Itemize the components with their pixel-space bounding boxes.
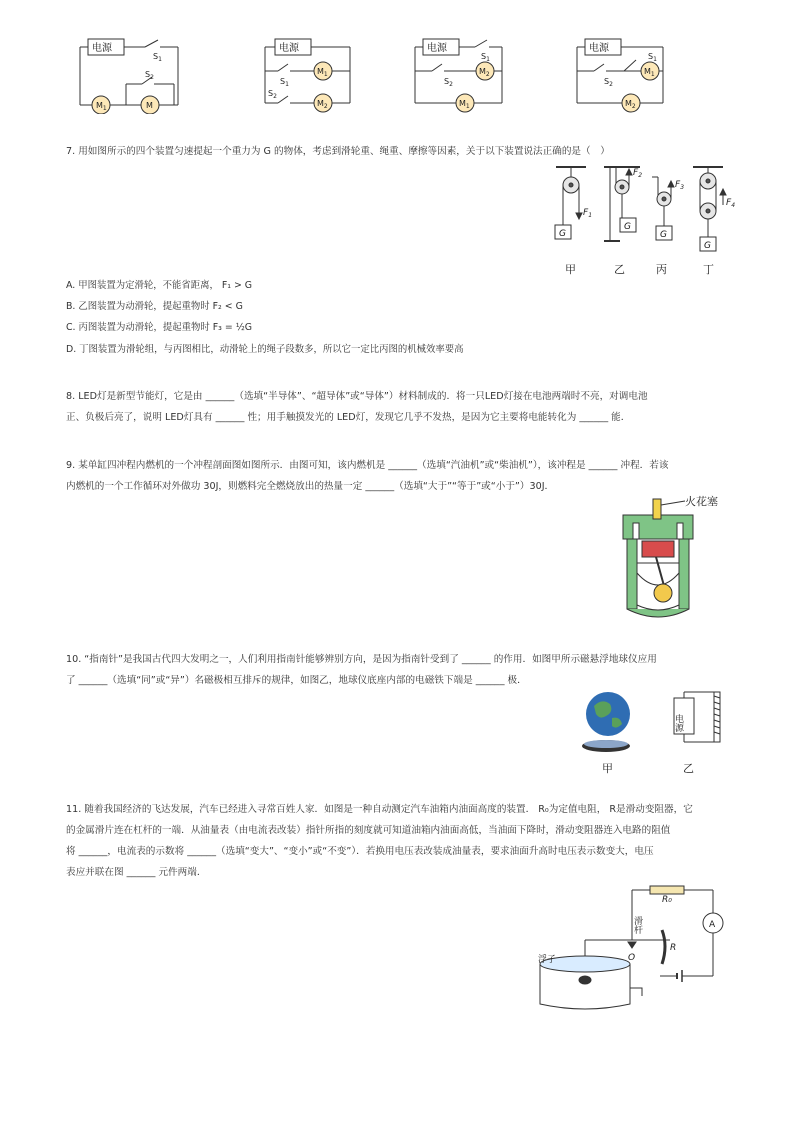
q9-spark-plug-label: 火花塞: [685, 495, 718, 508]
c1-m1-label: M: [96, 101, 103, 110]
q11-line-2: 的金属滑片连在杠杆的一端．从油量表（由电流表改装）指针所指的刻度就可知道油箱内油面高低，当油面下降时，滑动变阻器连入电路的阻值: [66, 825, 671, 836]
c2-m2-sub: 2: [323, 103, 328, 110]
c4-m2-sub: 2: [631, 103, 636, 110]
q11-rod-label: 滑杆: [632, 916, 642, 934]
q7-fig-label-1: 甲: [565, 263, 576, 276]
c3-m1-label: M: [459, 99, 466, 108]
q7-weight-a: G: [559, 229, 566, 239]
q7-fig-label-3: 丙: [656, 263, 667, 276]
q7-weight-b: G: [624, 222, 631, 232]
q10-line-2: 了 ______（选填“同”或“异”）名磁极相互排斥的规律，如图乙，地球仪底座内部的电磁铁下端是 ______ 极．: [66, 675, 527, 686]
c3-m2-sub: 2: [485, 71, 490, 78]
svg-text:F3: [675, 180, 684, 191]
q9-engine-figure: [615, 493, 730, 623]
c1-s1-sub: 1: [158, 56, 162, 63]
q7-f3: F: [675, 180, 681, 190]
q11-fuel-gauge-figure: [530, 880, 730, 1020]
c2-m1-label: M: [317, 67, 324, 76]
q8-line-2: 正、负极后亮了，说明 LED灯具有 ______ 性；用手触摸发光的 LED灯，发现它几乎不发热，是因为它主要将电能转化为 ______ 能．: [66, 412, 631, 423]
q7-weight-c: G: [660, 230, 667, 240]
c3-s2-label: S: [444, 77, 450, 86]
c2-power-label: 电源: [279, 43, 299, 54]
q7-f3-sub: 3: [680, 184, 685, 191]
svg-text:S2: [444, 77, 453, 88]
c4-s1-sub: 1: [653, 56, 657, 63]
q7-option-b[interactable]: B. 乙图装置为动滑轮，提起重物时 F₂ < G: [66, 301, 243, 312]
q10-figures: [570, 688, 735, 776]
svg-text:S1: [481, 52, 490, 63]
c4-m2-label: M: [625, 99, 632, 108]
q10-power-label: 电源: [673, 714, 683, 732]
q7-f4-sub: 4: [731, 202, 736, 209]
svg-text:S2: [145, 70, 154, 81]
q9-line-2: 内燃机的一个工作循环对外做功 30J，则燃料完全燃烧放出的热量一定 ______（选填“大于”“等于”或“小于”）30J．: [66, 481, 555, 492]
svg-text:F4: [726, 198, 735, 209]
c1-power-label: 电源: [92, 43, 112, 54]
q11-line-3: 将 ______，电流表的示数将 ______（选填“变大”、“变小”或“不变”）．若换用电压表改装成油量表，要求油面升高时电压表示数变大，电压: [66, 846, 654, 857]
svg-text:S1: [280, 77, 289, 88]
svg-text:S2: [604, 77, 613, 88]
q10-fig-label-1: 甲: [602, 762, 613, 775]
q7-f2-sub: 2: [638, 172, 643, 179]
c2-m1-sub: 1: [323, 71, 328, 78]
q11-r0-label: R₀: [662, 895, 672, 905]
q9-line-1: 9. 某单缸四冲程内燃机的一个冲程剖面图如图所示．由图可知，该内燃机是 ______（选填“汽油机”或“柴油机”），该冲程是 ______ 冲程．若该: [66, 460, 669, 471]
c1-m-label: M: [146, 101, 153, 110]
c1-s1-label: S: [153, 52, 159, 61]
svg-text:F2: [633, 168, 642, 179]
c2-s1-label: S: [280, 77, 286, 86]
c2-s2-sub: 2: [273, 93, 277, 100]
q11-ammeter-label: A: [709, 920, 716, 930]
svg-text:S2: [268, 89, 277, 100]
svg-text:S1: [648, 52, 657, 63]
c3-s2-sub: 2: [449, 81, 453, 88]
q7-f4: F: [726, 198, 732, 208]
c4-s2-label: S: [604, 77, 610, 86]
q7-fig-label-4: 丁: [703, 263, 714, 276]
c1-m1-sub: 1: [102, 105, 107, 112]
c3-m2-label: M: [479, 67, 486, 76]
c4-m1-label: M: [644, 67, 651, 76]
q7-option-a[interactable]: A. 甲图装置为定滑轮，不能省距离， F₁ > G: [66, 280, 253, 291]
q7-f1-sub: 1: [588, 212, 593, 219]
c3-power-label: 电源: [427, 43, 447, 54]
q7-option-c[interactable]: C. 丙图装置为动滑轮，提起重物时 F₃ = ½G: [66, 322, 253, 333]
q7-fig-label-2: 乙: [614, 263, 625, 276]
c3-s1-label: S: [481, 52, 487, 61]
c2-m2-label: M: [317, 99, 324, 108]
svg-text:S1: [153, 52, 162, 63]
q11-line-4: 表应并联在图 ______ 元件两端．: [66, 867, 207, 878]
c1-s2-label: S: [145, 70, 151, 79]
q7-f2: F: [633, 168, 639, 178]
circuit-2: [265, 39, 350, 112]
q10-fig-label-2: 乙: [683, 762, 694, 775]
q11-float-label: 浮子: [538, 955, 557, 965]
svg-text:F1: [583, 208, 592, 219]
circuit-diagrams: [70, 32, 750, 114]
q11-line-1: 11. 随着我国经济的飞达发展，汽车已经进入寻常百姓人家．如图是一种自动测定汽车油箱内油面高度的装置． R₀为定值电阻， R是滑动变阻器，它: [66, 804, 693, 815]
c4-s2-sub: 2: [609, 81, 613, 88]
c3-m1-sub: 1: [465, 103, 470, 110]
q11-pivot-label: O: [628, 953, 636, 963]
c2-s2-label: S: [268, 89, 274, 98]
q8-line-1: 8. LED灯是新型节能灯，它是由 ______（选填“半导体”、“超导体”或“导体”）材料制成的．将一只LED灯接在电池两端时不亮，对调电池: [66, 391, 648, 402]
c2-s1-sub: 1: [285, 81, 289, 88]
c4-m1-sub: 1: [650, 71, 655, 78]
c4-power-label: 电源: [589, 43, 609, 54]
c1-s2-sub: 2: [150, 74, 154, 81]
c3-s1-sub: 1: [486, 56, 490, 63]
q7-f1: F: [583, 208, 589, 218]
q10-line-1: 10. “指南针”是我国古代四大发明之一，人们利用指南针能够辨别方向，是因为指南针受到了 ______ 的作用．如图甲所示磁悬浮地球仪应用: [66, 654, 657, 665]
q11-r-label: R: [670, 943, 677, 953]
q7-weight-d: G: [704, 241, 711, 251]
q7-option-d[interactable]: D. 丁图装置为滑轮组，与丙图相比，动滑轮上的绳子段数多，所以它一定比丙图的机械效率要高: [66, 344, 464, 355]
q7-stem: 7. 用如图所示的四个装置匀速提起一个重力为 G 的物体，考虑到滑轮重、绳重、摩擦等因素，关于以下装置说法正确的是（ ）: [66, 146, 610, 157]
q7-pulley-figures: [540, 163, 740, 278]
c4-s1-label: S: [648, 52, 654, 61]
